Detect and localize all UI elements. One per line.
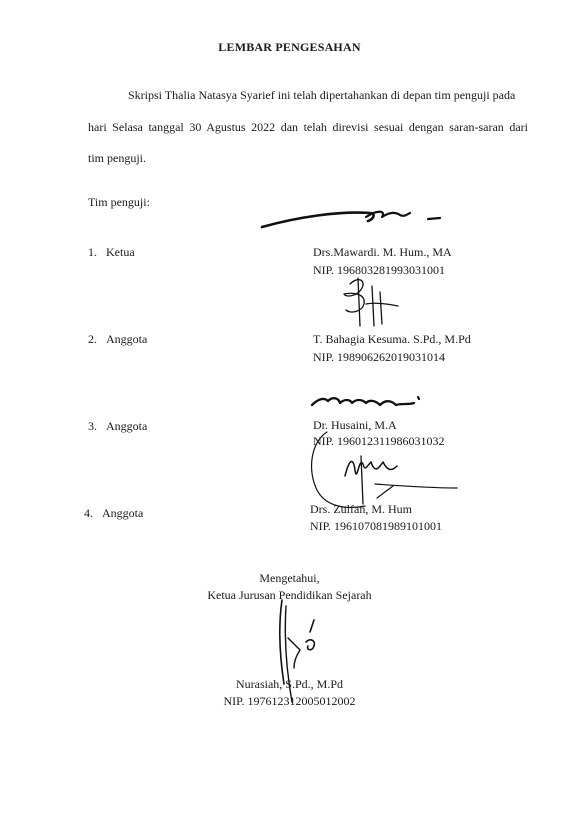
head-of-department-nip: NIP. 197612312005012002	[223, 694, 356, 708]
examiner-1-role: 1. Ketua	[88, 245, 135, 259]
approval-label: Mengetahui,	[259, 571, 320, 585]
examiner-1-nip: NIP. 196803281993031001	[313, 263, 446, 277]
team-label: Tim penguji:	[88, 195, 150, 209]
examiner-4-nip: NIP. 196107081989101001	[310, 519, 443, 533]
examiner-3-role: 3. Anggota	[88, 419, 148, 433]
signature-examiner-2	[336, 274, 406, 334]
examiner-1-name: Drs.Mawardi. M. Hum., MA	[313, 245, 452, 259]
signature-examiner-1	[258, 203, 448, 233]
examiner-3-name: Dr. Husaini, M.A	[313, 418, 397, 432]
paragraph-line-3: tim penguji.	[88, 151, 146, 165]
head-of-department-name: Nurasiah, S.Pd., M.Pd	[235, 677, 343, 691]
examiner-3-nip: NIP. 196012311986031032	[313, 434, 445, 448]
page-title: LEMBAR PENGESAHAN	[218, 40, 361, 54]
approval-position: Ketua Jurusan Pendidikan Sejarah	[207, 588, 372, 602]
paragraph-line-1: Skripsi Thalia Natasya Syarief ini telah dipertahankan di depan tim penguji pada	[128, 88, 516, 102]
examiner-2-name: T. Bahagia Kesuma. S.Pd., M.Pd	[313, 332, 471, 346]
examiner-4-role: 4. Anggota	[84, 506, 144, 520]
examiner-2-role: 2. Anggota	[88, 332, 148, 346]
signature-examiner-3	[310, 393, 425, 418]
examiner-4-name: Drs. Zulfan, M. Hum	[310, 502, 412, 516]
examiner-2-nip: NIP. 198906262019031014	[313, 350, 446, 364]
paragraph-line-2: hari Selasa tanggal 30 Agustus 2022 dan telah direvisi sesuai dengan saran-saran dari	[88, 120, 528, 134]
